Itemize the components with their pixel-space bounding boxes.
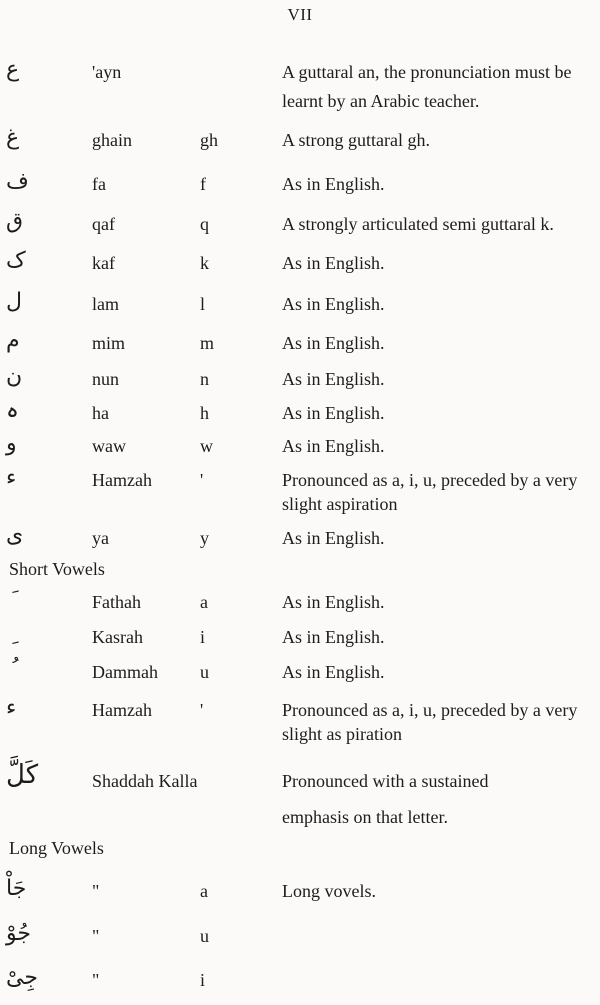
letter-transliteration: q [200,214,209,234]
vowel-name: Fathah [92,592,141,612]
vowel-description: As in English. [282,662,385,682]
vowel-transliteration: i [200,970,206,990]
letter-transliteration: w [200,436,213,456]
long-vowels-heading: Long Vowels [9,838,104,858]
letter-transliteration: ' [200,470,204,490]
letter-name: lam [92,294,119,314]
letter-description: As in English. [282,528,385,548]
letter-name: mim [92,333,126,353]
letter-description: A strong guttaral gh. [282,130,430,150]
letter-transliteration: n [200,369,209,389]
arabic-glyph: جِیْ [6,965,38,990]
vowel-name: " [92,881,100,901]
letter-name: ha [92,403,109,423]
short-vowels-heading: Short Vowels [9,559,105,579]
vowel-description: As in English. [282,627,385,647]
arabic-glyph: ل [6,289,22,314]
vowel-name: " [92,970,100,990]
letter-description: As in English. [282,174,385,194]
letter-name: Hamzah [92,470,152,490]
arabic-glyph: جَاْ [6,876,27,901]
vowel-description: Long vovels. [282,881,376,901]
arabic-glyph: ق [6,209,24,234]
letter-transliteration: k [200,253,209,273]
letter-description: A strongly articulated semi guttaral k. [282,214,554,234]
vowel-name: Kasrah [92,627,143,647]
letter-transliteration: h [200,403,209,423]
vowel-name: Shaddah Kalla [92,771,198,791]
page-number: VII [287,5,313,24]
arabic-glyph: ن [6,364,23,389]
vowel-name: Hamzah [92,700,152,720]
vowel-transliteration: a [200,592,208,612]
letter-name: waw [92,436,126,456]
arabic-glyph: ہ [6,398,19,423]
letter-name: qaf [92,214,115,234]
letter-transliteration: l [200,294,206,314]
vowel-transliteration: a [200,881,208,901]
arabic-glyph: م [6,328,20,353]
letter-name: ghain [92,130,132,150]
vowel-transliteration: ' [200,700,204,720]
arabic-glyph: غ [6,125,20,150]
letter-description: A guttaral an, the pronunciation must be learnt by an Arabic teacher. [282,62,572,111]
letter-description: As in English. [282,436,385,456]
vowel-description: As in English. [282,592,385,612]
arabic-glyph: ء [6,695,17,720]
letter-description: As in English. [282,294,385,314]
letter-name: ya [92,528,109,548]
arabic-glyph: ف [6,169,29,194]
letter-name: fa [92,174,106,194]
arabic-glyph: جُوْ [6,921,31,946]
arabic-glyph: كَلَّ [6,760,39,790]
letter-transliteration: f [200,174,206,194]
vowel-transliteration: u [200,926,209,946]
arabic-glyph: ء [6,465,17,490]
letter-description: As in English. [282,333,385,353]
letter-transliteration: gh [200,130,218,150]
arabic-glyph: و [6,431,17,456]
vowel-transliteration: i [200,627,206,647]
arabic-glyph: ک [6,248,26,273]
vowel-description: Pronounced with a sustained [282,771,489,791]
vowel-name: Dammah [92,662,158,682]
vowel-transliteration: u [200,662,209,682]
arabic-glyph: ی [6,523,24,548]
letter-name: 'ayn [92,62,122,82]
letter-description: As in English. [282,369,385,389]
letter-description: Pronounced as a, i, u, preceded by a very slight aspiration [282,470,578,514]
arabic-glyph: ع [6,57,20,82]
letter-description: As in English. [282,253,385,273]
vowel-name: " [92,926,100,946]
letter-transliteration: m [200,333,215,353]
letter-name: kaf [92,253,115,273]
letter-name: nun [92,369,119,389]
letter-transliteration: y [200,528,209,548]
vowel-description: Pronounced as a, i, u, preceded by a very slight as piration [282,700,578,744]
letter-description: As in English. [282,403,385,423]
vowel-description-continued: emphasis on that letter. [282,807,448,827]
